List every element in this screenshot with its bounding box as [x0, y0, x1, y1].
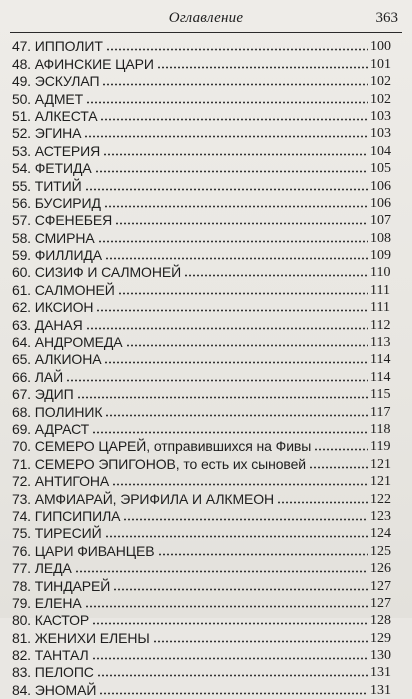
- toc-entry: [12, 560, 390, 577]
- toc-entry-title: ЛЕДА: [34, 560, 72, 577]
- toc-entry: [12, 595, 390, 612]
- toc-entry: [12, 229, 390, 246]
- toc-entry-number: 54.: [12, 160, 31, 177]
- toc-entry-number: 57.: [12, 212, 31, 229]
- toc-entry-page: 112: [370, 317, 391, 333]
- toc-entry-page: 121: [370, 456, 391, 472]
- toc-entry: [12, 629, 390, 646]
- toc-entry-page: 117: [370, 404, 391, 420]
- dot-leader: [92, 657, 368, 660]
- toc-entry-page: 100: [370, 39, 391, 55]
- dot-leader: [314, 448, 368, 451]
- toc-entry-number: 72.: [12, 473, 31, 490]
- dot-leader: [97, 674, 368, 677]
- running-title: Оглавление: [168, 10, 244, 26]
- toc-entry-page: 109: [370, 248, 391, 264]
- toc-entry-number: 60.: [12, 264, 31, 281]
- toc-entry: [12, 473, 390, 490]
- dot-leader: [105, 414, 368, 417]
- toc-entry-number: 74.: [12, 507, 31, 524]
- toc-entry: [12, 247, 390, 264]
- toc-entry-page: 102: [370, 91, 391, 107]
- dot-leader: [75, 570, 368, 573]
- toc-entry-title: ФИЛЛИДА: [34, 247, 103, 264]
- toc-entry-page: 114: [370, 352, 391, 368]
- toc-entry-title: ЖЕНИХИ ЕЛЕНЫ: [34, 629, 150, 646]
- dot-leader: [115, 222, 368, 225]
- toc-entry-number: 65.: [12, 351, 31, 368]
- toc-entry-number: 49.: [12, 73, 31, 90]
- toc-entry: [12, 73, 390, 90]
- toc-entry: [12, 455, 390, 472]
- toc-entry: [12, 38, 390, 55]
- toc-entry-title: ЭГИНА: [34, 125, 82, 142]
- toc-entry-title: СИЗИФ И САЛМОНЕЙ: [34, 264, 182, 281]
- toc-entry-page: 127: [370, 595, 391, 611]
- toc-entry-page: 128: [370, 613, 391, 629]
- toc-entry-number: 48.: [12, 55, 31, 72]
- toc-entry-number: 70.: [12, 438, 31, 455]
- toc-entry-number: 58.: [12, 229, 31, 246]
- toc-entry-title: ЭНОМАЙ: [34, 681, 97, 698]
- toc-entry-title: АФИНСКИЕ ЦАРИ: [34, 55, 154, 72]
- toc-entry-page: 131: [370, 665, 391, 681]
- toc-entry-page: 122: [370, 491, 391, 507]
- toc-entry: [12, 316, 390, 333]
- toc-entry-title: ТИТИЙ: [34, 177, 82, 194]
- dot-leader: [92, 622, 368, 625]
- toc-entry-number: 63.: [12, 316, 31, 333]
- toc-entry-title: САЛМОНЕЙ: [34, 281, 115, 298]
- toc-entry-page: 114: [370, 369, 391, 385]
- toc-entry: [12, 160, 390, 177]
- toc-entry-page: 131: [370, 682, 391, 698]
- toc-entry-title: ПЕЛОПС: [34, 664, 94, 681]
- toc-entry-title: СЕМЕРО ЦАРЕЙ, отправившихся на Фивы: [34, 438, 312, 455]
- toc-entry-number: 56.: [12, 194, 31, 211]
- dot-leader: [85, 605, 368, 608]
- toc-entry: [12, 108, 390, 125]
- toc-entry-title: ТАНТАЛ: [34, 647, 89, 664]
- toc-entry-number: 69.: [12, 420, 31, 437]
- toc-entry-title: ЭДИП: [34, 386, 74, 403]
- toc-entry-number: 67.: [12, 386, 31, 403]
- dot-leader: [105, 257, 368, 260]
- toc-entry-title: АЛКИОНА: [34, 351, 102, 368]
- dot-leader: [184, 274, 368, 277]
- dot-leader: [98, 240, 368, 243]
- toc-entry-number: 71.: [12, 455, 31, 472]
- toc-entry: [12, 55, 390, 72]
- toc-entry-title: АЛКЕСТА: [34, 107, 98, 124]
- toc-entry-number: 53.: [12, 142, 31, 159]
- toc-entry-number: 73.: [12, 490, 31, 507]
- toc-entry-title: АДМЕТ: [34, 90, 84, 107]
- toc-entry: [12, 299, 390, 316]
- toc-entry-title: ПОЛИНИК: [34, 403, 103, 420]
- toc-entry-number: 55.: [12, 177, 31, 194]
- toc-entry: [12, 612, 390, 629]
- toc-entry-title: СЕМЕРО ЭПИГОНОВ, то есть их сыновей: [34, 455, 307, 472]
- dot-leader: [95, 170, 368, 173]
- toc-entry-number: 79.: [12, 594, 31, 611]
- toc-entry-page: 121: [370, 474, 391, 490]
- dot-leader: [92, 431, 368, 434]
- toc-entry-number: 75.: [12, 525, 31, 542]
- toc-entry-number: 52.: [12, 125, 31, 142]
- dot-leader: [104, 205, 368, 208]
- dot-leader: [112, 483, 368, 486]
- dot-leader: [113, 588, 368, 591]
- toc-entry-page: 127: [370, 578, 391, 594]
- toc-entry-title: ТИРЕСИЙ: [34, 525, 102, 542]
- toc-entry-page: 111: [370, 282, 390, 298]
- toc-entry-page: 113: [370, 335, 391, 351]
- toc-entry-page: 115: [370, 387, 391, 403]
- toc-entry: [12, 438, 390, 455]
- dot-leader: [123, 518, 368, 521]
- toc-entry-title: АСТЕРИЯ: [34, 142, 101, 159]
- dot-leader: [277, 501, 368, 504]
- dot-leader: [96, 309, 368, 312]
- toc-entry-page: 119: [370, 439, 391, 455]
- toc-entry: [12, 212, 390, 229]
- toc-entry-page: 108: [370, 230, 391, 246]
- toc-entry: [12, 334, 390, 351]
- toc-entry: [12, 490, 390, 507]
- toc-entry-title: ИКСИОН: [34, 299, 94, 316]
- toc-entry-title: АДРАСТ: [34, 420, 90, 437]
- toc-entry-number: 50.: [12, 90, 31, 107]
- toc-entry: [12, 403, 390, 420]
- toc-entry-title: ФЕТИДА: [34, 160, 92, 177]
- toc-entry-title: АНДРОМЕДА: [34, 334, 123, 351]
- table-of-contents: [12, 38, 390, 699]
- dot-leader: [126, 344, 368, 347]
- toc-entry-title: ТИНДАРЕЙ: [34, 577, 111, 594]
- toc-entry-title: СФЕНЕБЕЯ: [34, 212, 113, 229]
- toc-entry-number: 83.: [12, 664, 31, 681]
- toc-entry-number: 62.: [12, 299, 31, 316]
- dot-leader: [105, 535, 368, 538]
- dot-leader: [106, 48, 368, 51]
- toc-entry: [12, 368, 390, 385]
- toc-entry-title: ДАНАЯ: [34, 316, 83, 333]
- toc-entry-title: ЦАРИ ФИВАНЦЕВ: [34, 542, 155, 559]
- toc-entry-page: 125: [370, 543, 391, 559]
- dot-leader: [157, 66, 368, 69]
- toc-entry: [12, 525, 390, 542]
- toc-entry-title: АМФИАРАЙ, ЭРИФИЛА И АЛКМЕОН: [34, 490, 275, 507]
- toc-entry-page: 103: [370, 108, 391, 124]
- toc-entry-title: ЕЛЕНА: [34, 594, 82, 611]
- dot-leader: [77, 396, 368, 399]
- toc-entry-title: ГИПСИПИЛА: [34, 507, 121, 524]
- toc-entry-page: 106: [370, 195, 391, 211]
- toc-entry-title: АНТИГОНА: [34, 473, 110, 490]
- toc-entry: [12, 577, 390, 594]
- toc-entry-page: 111: [370, 300, 390, 316]
- toc-entry: [12, 386, 390, 403]
- dot-leader: [103, 153, 368, 156]
- toc-entry: [12, 681, 390, 698]
- toc-entry-number: 82.: [12, 647, 31, 664]
- toc-entry-page: 101: [370, 56, 391, 72]
- toc-entry: [12, 421, 390, 438]
- toc-entry: [12, 351, 390, 368]
- dot-leader: [102, 83, 368, 86]
- toc-entry-number: 77.: [12, 560, 31, 577]
- toc-entry-number: 61.: [12, 281, 31, 298]
- toc-entry-number: 66.: [12, 368, 31, 385]
- dot-leader: [309, 466, 368, 469]
- toc-entry: [12, 195, 390, 212]
- dot-leader: [158, 553, 368, 556]
- running-header: [0, 8, 412, 32]
- dot-leader: [118, 292, 368, 295]
- toc-entry-page: 129: [370, 630, 391, 646]
- toc-entry-number: 78.: [12, 577, 31, 594]
- toc-entry-title: ИППОЛИТ: [34, 38, 103, 55]
- toc-entry: [12, 508, 390, 525]
- toc-entry-page: 123: [370, 508, 391, 524]
- toc-entry-title: КАСТОР: [34, 612, 90, 629]
- toc-entry-title: СМИРНА: [34, 229, 95, 246]
- toc-entry: [12, 142, 390, 159]
- dot-leader: [66, 379, 368, 382]
- toc-entry-page: 110: [370, 265, 391, 281]
- toc-entry-number: 47.: [12, 38, 31, 55]
- toc-entry-page: 103: [370, 126, 391, 142]
- toc-entry: [12, 125, 390, 142]
- toc-entry-page: 102: [370, 74, 391, 90]
- toc-entry-number: 84.: [12, 681, 31, 698]
- toc-entry-number: 80.: [12, 612, 31, 629]
- toc-entry-title: ЭСКУЛАП: [34, 73, 100, 90]
- toc-entry-number: 64.: [12, 334, 31, 351]
- header-rule: [10, 32, 402, 33]
- dot-leader: [104, 361, 368, 364]
- toc-entry: [12, 647, 390, 664]
- page-number: 363: [375, 10, 398, 26]
- dot-leader: [86, 327, 368, 330]
- dot-leader: [85, 188, 368, 191]
- toc-entry-title: БУСИРИД: [34, 194, 101, 211]
- toc-entry-page: 106: [370, 178, 391, 194]
- toc-entry-page: 105: [370, 161, 391, 177]
- toc-entry-number: 59.: [12, 247, 31, 264]
- dot-leader: [153, 640, 368, 643]
- toc-entry-page: 118: [370, 421, 391, 437]
- toc-entry: [12, 664, 390, 681]
- dot-leader: [100, 118, 368, 121]
- toc-entry-page: 130: [370, 648, 391, 664]
- dot-leader: [84, 135, 368, 138]
- toc-entry-number: 68.: [12, 403, 31, 420]
- toc-entry-number: 51.: [12, 107, 31, 124]
- toc-entry-number: 76.: [12, 542, 31, 559]
- toc-entry-page: 104: [370, 143, 391, 159]
- toc-entry-page: 107: [370, 213, 391, 229]
- toc-entry-page: 124: [370, 526, 391, 542]
- toc-entry: [12, 90, 390, 107]
- toc-entry-title: ЛАЙ: [34, 368, 64, 385]
- toc-entry: [12, 281, 390, 298]
- toc-entry-number: 81.: [12, 629, 31, 646]
- dot-leader: [86, 101, 368, 104]
- toc-entry: [12, 177, 390, 194]
- dot-leader: [99, 692, 368, 695]
- toc-entry: [12, 264, 390, 281]
- toc-entry-page: 126: [370, 561, 391, 577]
- toc-entry: [12, 542, 390, 559]
